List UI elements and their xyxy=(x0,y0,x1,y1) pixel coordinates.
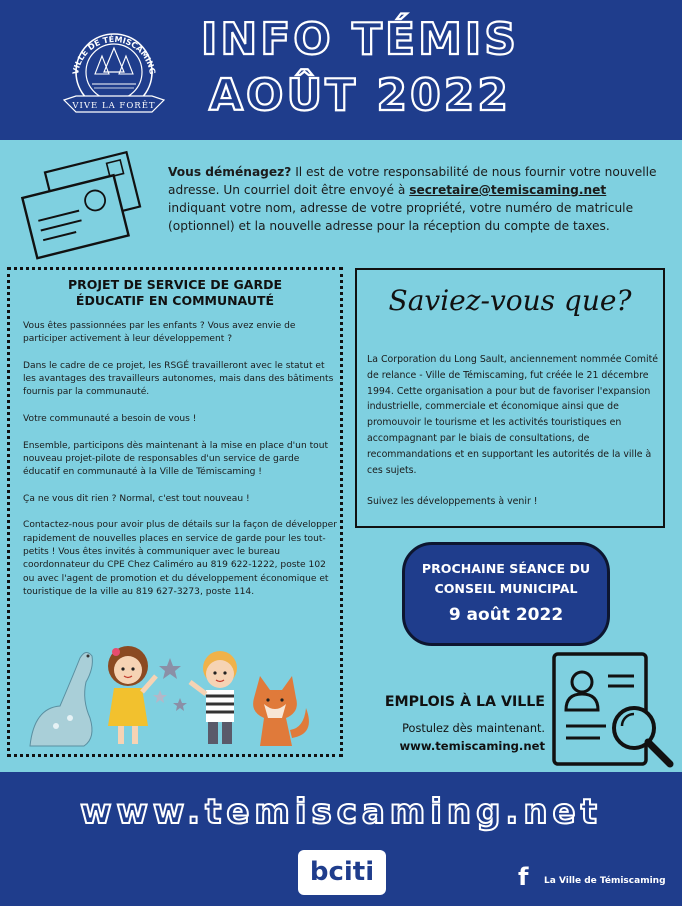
meeting-line1: PROCHAINE SÉANCE DU xyxy=(421,561,591,576)
newsletter-date-title: AOÛT 2022 xyxy=(209,70,511,121)
jobs-title: EMPLOIS À LA VILLE xyxy=(384,694,545,710)
did-you-know-box xyxy=(355,268,665,528)
moving-notice xyxy=(168,163,658,235)
daycare-paragraph: Dans le cadre de ce projet, les RSGÉ travailleront avec le statut et les avantages des travailleurs autonomes, mais dans des bâtiments fournis par la communauté. xyxy=(23,360,334,398)
daycare-title xyxy=(10,277,340,309)
jobs-subtitle: Postulez dès maintenant. xyxy=(402,722,545,735)
meeting-line2: CONSEIL MUNICIPAL xyxy=(434,581,578,596)
seal-ring-text: VILLE DE TÉMISCAMING xyxy=(71,34,157,76)
daycare-title-line1: PROJET DE SERVICE DE GARDE xyxy=(67,277,283,292)
envelopes-icon xyxy=(14,150,144,260)
daycare-paragraph: Contactez-nous pour avoir plus de détails sur la façon de développer rapidement de nouvelles places en service de garde pour les tout-petits ! Vous êtes invités à communiquer avec le bureau coordonnateur du CPE Chez Caliméro au 819 622-1222, poste 102 ou avec l'agent de promotion et du développement économique et touristique de la ville au 819 627-3273, poste 114. xyxy=(23,520,337,597)
moving-text-1: Il est de votre responsabilité de nous fournir votre nouvelle adresse. Un courriel doit être envoyé à xyxy=(168,165,657,197)
did-you-know-title: Saviez-vous que? xyxy=(388,284,632,317)
did-you-know-paragraph: La Corporation du Long Sault, anciennement nommée Comité de relance - Ville de Témiscaming, fut créée le 21 décembre 1994. Cette organisation a pour but de favoriser l'expansion industrielle, commerciale et économique ainsi que de promouvoir le tourisme et les activités touristiques en accompagnant par le biais de consultations, de recommandations et en supportant les autorités de la ville à ces sujets. xyxy=(367,354,659,476)
meeting-date: 9 août 2022 xyxy=(448,605,564,625)
seal-logo-icon xyxy=(58,22,170,122)
facebook-page-link[interactable]: La Ville de Témiscaming xyxy=(544,876,666,886)
moving-text-2: indiquant votre nom, adresse de votre propriété, votre numéro de matricule (optionnel) et la nouvelle adresse pour la réception du compte de taxes. xyxy=(168,201,634,233)
resume-search-icon xyxy=(548,648,678,770)
daycare-paragraph: Ça ne vous dit rien ? Normal, c'est tout nouveau ! xyxy=(23,493,250,504)
moving-lead: Vous déménagez? xyxy=(168,165,292,179)
daycare-paragraph: Ensemble, participons dès maintenant à la mise en place d'un tout nouveau projet-pilote de responsables d'un service de garde éducatif en communauté à la Ville de Témiscaming ! xyxy=(23,440,329,478)
did-you-know-paragraph: Suivez les développements à venir ! xyxy=(367,496,538,508)
daycare-title-line2: ÉDUCATIF EN COMMUNAUTÉ xyxy=(75,293,275,308)
facebook-icon[interactable]: f xyxy=(518,863,529,891)
did-you-know-body xyxy=(367,352,659,526)
newsletter-title: INFO TÉMIS xyxy=(201,14,519,65)
daycare-body xyxy=(23,320,339,613)
footer-website-link[interactable]: www.temiscaming.net xyxy=(80,792,602,832)
bciti-logo[interactable]: bciti xyxy=(298,850,386,895)
seal-ribbon-text: VIVE LA FORÊT xyxy=(72,101,156,111)
contact-email-link[interactable]: secretaire@temiscaming.net xyxy=(409,183,607,197)
header-banner xyxy=(0,0,682,140)
council-meeting-badge xyxy=(402,542,610,646)
daycare-paragraph: Vous êtes passionnées par les enfants ? Vous avez envie de participer activement à leur développement ? xyxy=(23,321,296,345)
svg-text:VILLE DE TÉMISCAMING xyxy=(71,33,157,75)
footer-banner xyxy=(0,772,682,906)
daycare-paragraph: Votre communauté a besoin de vous ! xyxy=(23,414,197,425)
daycare-project-box xyxy=(7,267,343,757)
children-illustration-icon xyxy=(20,638,320,753)
jobs-website-link[interactable]: www.temiscaming.net xyxy=(399,739,545,753)
